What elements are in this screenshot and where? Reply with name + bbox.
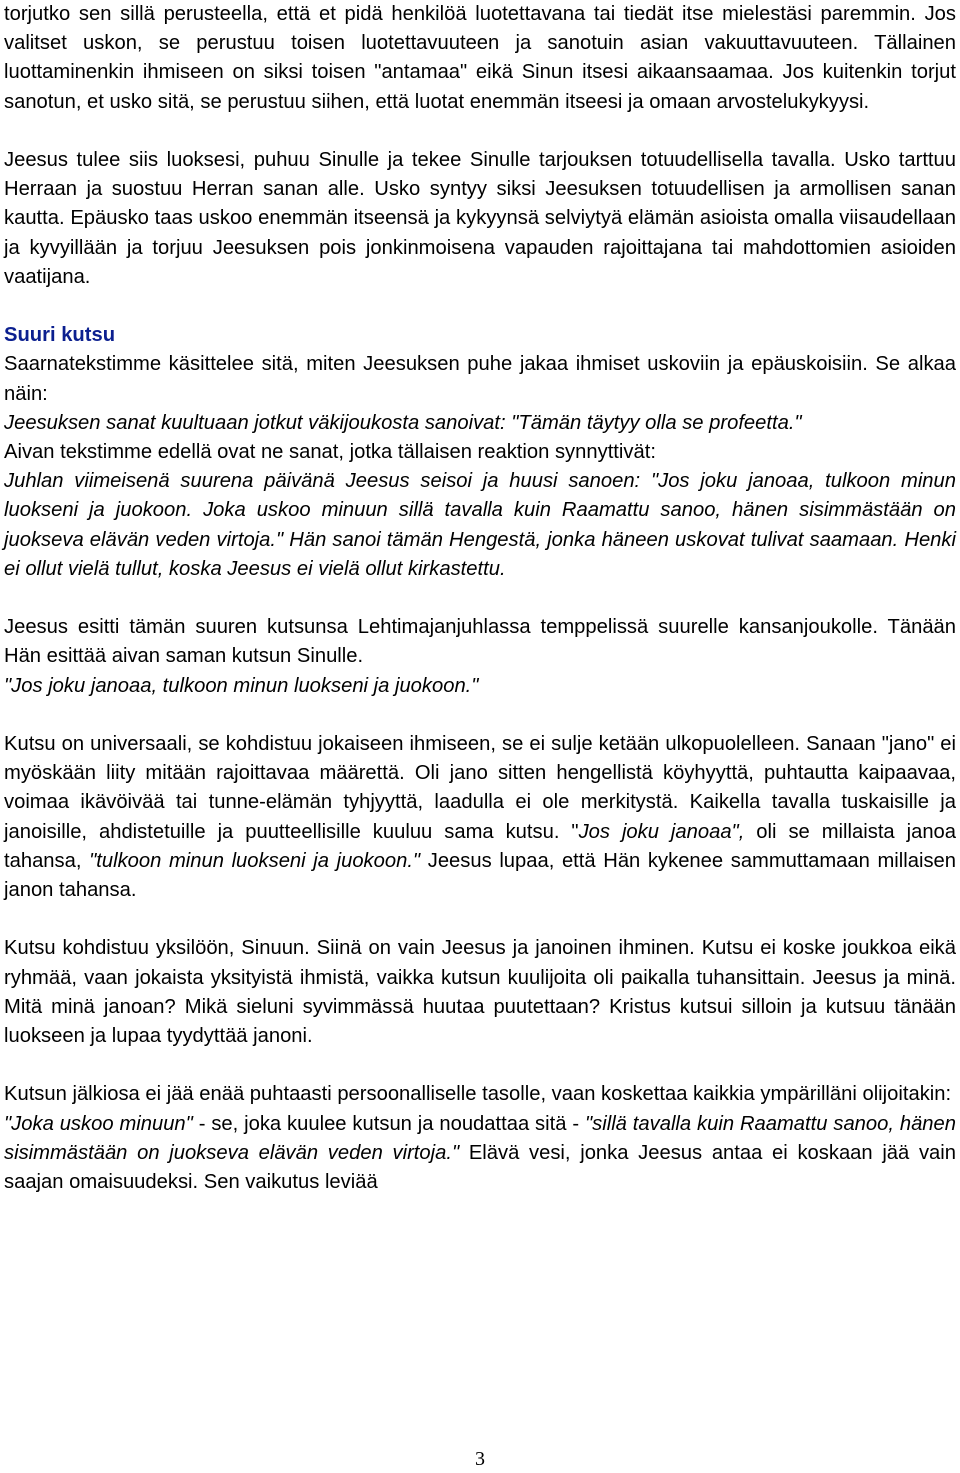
living-water-mid: - se, joka kuulee kutsun ja noudattaa sitä - [192,1112,585,1135]
universal-text-mid: oli se millaista janoa tahansa, [4,820,957,872]
bible-quote-feast: Juhlan viimeisenä suurena päivänä Jeesus seisoi ja huusi sanoen: "Jos joku janoaa, tulkoon minun luokseni ja juokoon. Joka uskoo minuun sillä tavalla kuin Raamattu sanoo, hänen sisimmästään on juokseva elävän veden virtoja." Hän sanoi tämän Hengestä, jonka häneen uskovat tulivat saamaan. Henki ei ollut vielä tullut, koska Jeesus ei vielä ollut kirkastettu. [4,470,956,580]
document-page [4,0,956,1197]
invitation-text: Jeesus esitti tämän suuren kutsunsa Lehtimajanjuhlassa temppelissä suurelle kansanjoukolle. Tänään Hän esittää aivan saman kutsun Sinulle. [4,616,956,668]
universal-text-end: Jeesus lupaa, että Hän kykenee sammuttamaan millaisen janon tahansa. [4,849,957,902]
paragraph-gap [4,1051,956,1080]
universal-quote-come: "tulkoon minun luokseni ja juokoon." [89,849,421,872]
paragraph-trust: torjutko sen sillä perusteella, että et pidä henkilöä luotettavana tai tiedät itse mielestäsi paremmin. Jos valitset uskon, se perustuu toisen luotettavuuteen ja sanotuin asian vakuuttavuuteen. Tällainen luottaminenkin ihmiseen on siksi toisen "antamaa" eikä Sinun itsesi aikaansaamaa. Jos kuitenkin torjut sanotun, et usko sitä, se perustuu siihen, että luotat enemmän itseesi ja omaan arvostelukykyysi. [4,3,956,113]
paragraph-gap [4,701,956,730]
universal-text: Kutsu on universaali, se kohdistuu jokaiseen ihmiseen, se ei sulje ketään ulkopuolelleen. Sanaan "jano" ei myöskään liity mitään rajoittavaa määrettä. Oli jano sitten hengellistä köyhyyttä, puhtautta kaipaavaa, voimaa ikävöivää tai tunne-elämän tyhjyyttä, laadulla ei ole merkitystä. Kaikella tavalla tuskaisille ja janoisille, ahdistetuille ja puutteellisille kuuluu sama kutsu. " [4,733,956,843]
paragraph-universal [4,730,956,905]
paragraph-gap [4,292,956,321]
invitation-quote: "Jos joku janoaa, tulkoon minun luokseni ja juokoon." [4,674,479,697]
paragraph-invitation [4,613,956,701]
paragraph-gap [4,117,956,146]
universal-quote-thirst: Jos joku janoaa", [578,820,745,843]
paragraph-gap [4,584,956,613]
paragraph-sermon-text [4,350,956,584]
paragraph-individual: Kutsu kohdistuu yksilöön, Sinuun. Siinä on vain Jeesus ja janoinen ihminen. Kutsu ei koske joukkoa eikä ryhmää, vaan jokaista yksityistä ihmistä, vaikka kutsun kuulijoita oli paikalla tuhansittain. Jeesus ja minä. Mitä minä janoan? Mikä sieluni syvimmässä huutaa puutettaan? Kristus kutsui silloin ja kutsuu tänään luokseen ja lupaa tyydyttää janoni. [4,937,956,1048]
quote-scripture: "sillä tavalla kuin Raamattu sanoo, hänen sisimmästään on juokseva elävän veden virtoja." [4,1112,956,1164]
bible-quote-prophet: Jeesuksen sanat kuultuaan jotkut väkijoukosta sanoivat: "Tämän täytyy olla se profeetta." [4,411,802,434]
page-number: 3 [475,1448,485,1470]
paragraph-gap [4,905,956,934]
paragraph-living-water [4,1080,956,1197]
section-heading: Suuri kutsu [4,324,116,347]
sermon-intro-text: Saarnatekstimme käsittelee sitä, miten Jeesuksen puhe jakaa ihmiset uskoviin ja epäuskoisiin. Se alkaa näin: [4,353,956,405]
living-water-end: Elävä vesi, jonka Jeesus antaa ei koskaan jää vain saajan omaisuudeksi. Sen vaikutus leviää [4,1141,956,1194]
quote-believes: "Joka uskoo minuun" [4,1112,193,1135]
sermon-context-text: Aivan tekstimme edellä ovat ne sanat, jotka tällaisen reaktion synnyttivät: [4,441,656,464]
living-water-text: Kutsun jälkiosa ei jää enää puhtaasti persoonalliselle tasolle, vaan koskettaa kaikkia ympärilläni olijoitakin: [4,1083,952,1106]
paragraph-faith-birth: Jeesus tulee siis luoksesi, puhuu Sinulle ja tekee Sinulle tarjouksen totuudellisella tavalla. Usko tarttuu Herraan ja suostuu Herran sanan alle. Usko syntyy siksi Jeesuksen totuudellisen ja armollisen sanan kautta. Epäusko taas uskoo enemmän itseensä ja kykyynsä selviytyä elämän asioista omalla viisaudellaan ja kyvyillään ja torjuu Jeesuksen pois jonkinmoisena vapauden rajoittajana tai mahdottomien asioiden vaatijana. [4,149,956,288]
